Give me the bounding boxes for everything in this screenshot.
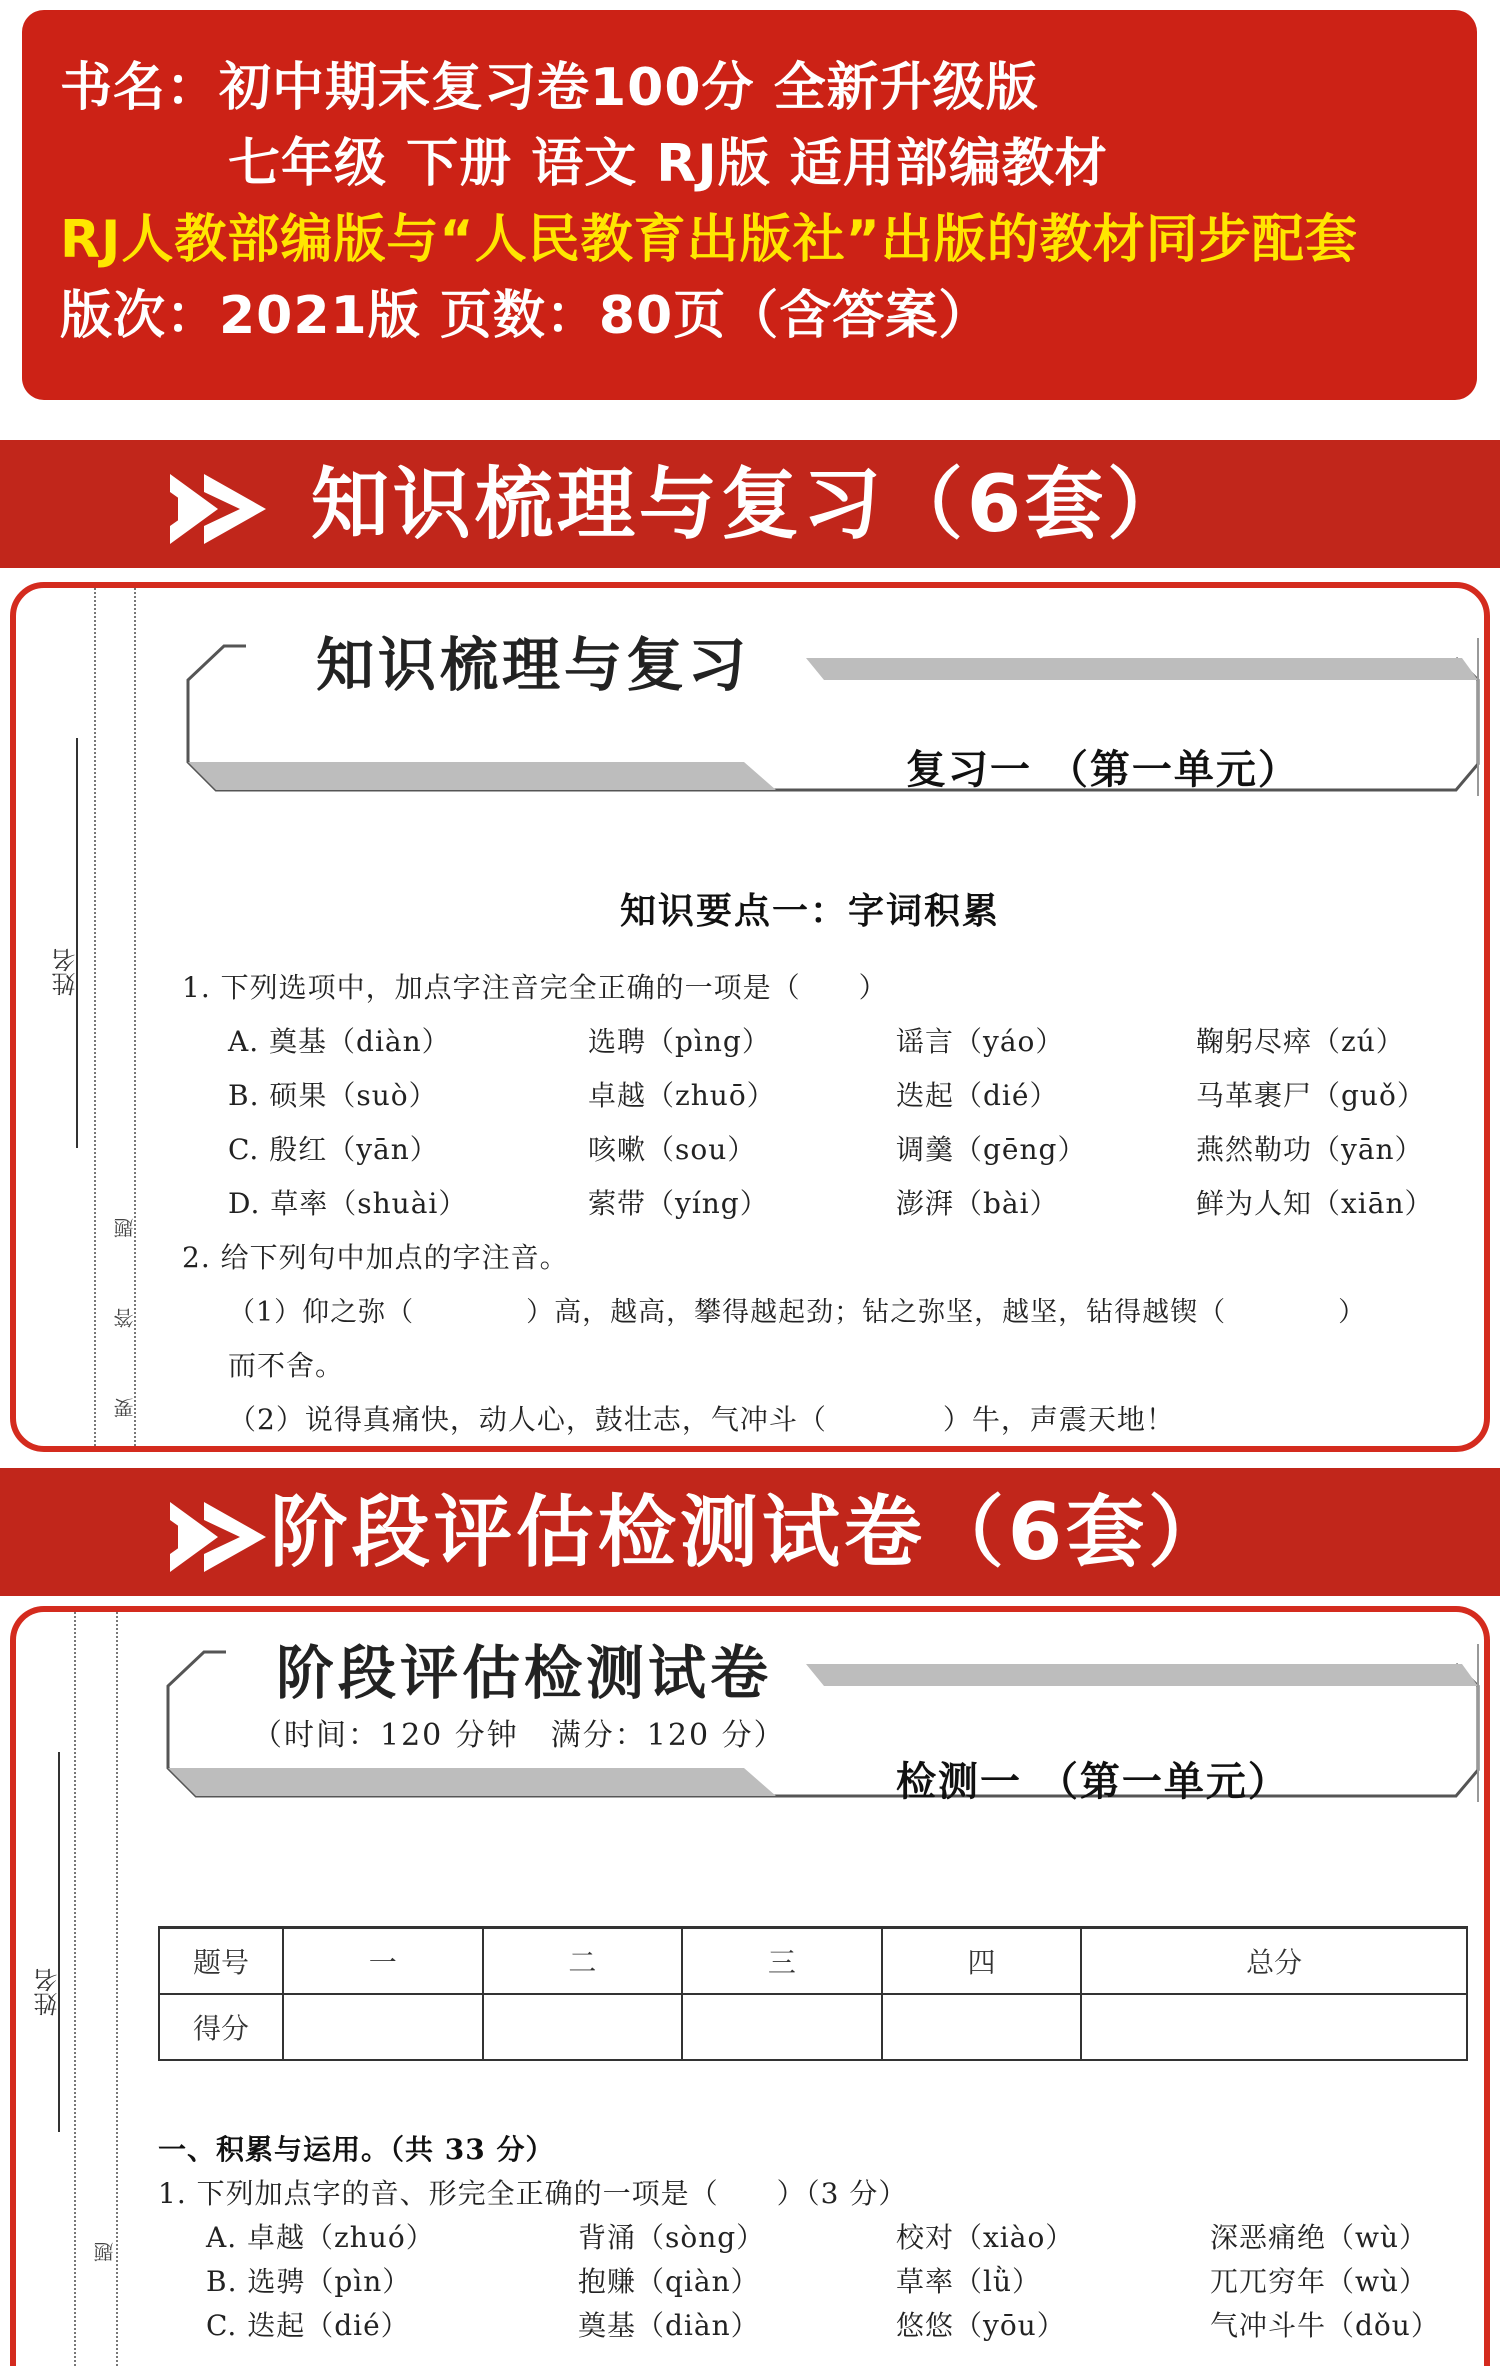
product-info-box	[22, 10, 1477, 400]
section-banner-assessment	[0, 1468, 1500, 1596]
option-d-1: D. 草率（shuài）	[228, 1187, 468, 1220]
option-b-2: 抱赚（qiàn）	[578, 2265, 760, 2298]
option-d-4: 鲜为人知（xiān）	[1196, 1187, 1434, 1220]
score-table-cell: 总分	[1081, 1928, 1467, 1994]
side-mark-yao: 要	[113, 1398, 137, 1418]
question-1: 1. 下列加点字的音、形完全正确的一项是（ ）（3 分）	[158, 2177, 908, 2210]
option-b-4: 马革裹尸（guǒ）	[1196, 1079, 1426, 1112]
page-header-subtitle: 检测一 （第一单元）	[896, 1758, 1290, 1805]
option-a-4: 深恶痛绝（wù）	[1210, 2221, 1429, 2254]
score-table-cell: 一	[283, 1928, 483, 1994]
section-banner-review	[0, 440, 1500, 568]
option-a-4: 鞠躬尽瘁（zú）	[1196, 1025, 1405, 1058]
option-a-1: A. 卓越（zhuó）	[206, 2221, 435, 2254]
score-table-empty-cell	[283, 1994, 483, 2060]
page-header-title: 知识梳理与复习	[316, 631, 751, 699]
score-table-empty-cell	[483, 1994, 683, 2060]
option-c-3: 调羹（gēng）	[896, 1133, 1087, 1166]
option-c-1: C. 殷红（yān）	[228, 1133, 439, 1166]
name-underline	[58, 1752, 60, 2132]
question-2-part-2: （2）说得真痛快，动人心，鼓壮志，气冲斗（ ）牛，声震天地！	[228, 1403, 1175, 1436]
page-header-note: （时间：120 分钟 满分：120 分）	[252, 1718, 786, 1753]
option-a-2: 背涌（sòng）	[578, 2221, 766, 2254]
option-b-1: B. 硕果（suò）	[228, 1079, 438, 1112]
banner-title: 阶段评估检测试卷（6套）	[269, 1488, 1231, 1578]
question-2-part-1: （1）仰之弥（ ）高，越高，攀得越起劲；钻之弥坚，越坚，钻得越锲（ ）	[228, 1297, 1367, 1328]
binding-dotted-line	[94, 588, 96, 1446]
option-d-2: 萦带（yíng）	[588, 1187, 769, 1220]
option-b-3: 迭起（dié）	[896, 1079, 1059, 1112]
side-name-label: 姓名	[34, 1968, 62, 2016]
score-table-cell: 四	[882, 1928, 1082, 1994]
option-d-3: 澎湃（bài）	[896, 1187, 1059, 1220]
score-table-empty-cell	[1081, 1994, 1467, 2060]
part-1-heading: 一、积累与运用。（共 33 分）	[158, 2133, 555, 2166]
option-c-1: C. 迭起（dié）	[206, 2309, 410, 2342]
score-table-header-row	[159, 1928, 1467, 1994]
option-b-2: 卓越（zhuō）	[588, 1079, 776, 1112]
side-name-label: 姓名	[52, 948, 80, 996]
option-b-3: 草率（lǜ）	[896, 2265, 1041, 2298]
option-c-2: 咳嗽（sou）	[588, 1133, 757, 1166]
score-table-empty-cell	[882, 1994, 1082, 2060]
option-c-3: 悠悠（yōu）	[896, 2309, 1066, 2342]
score-table-cell: 二	[483, 1928, 683, 1994]
name-underline	[76, 738, 78, 1148]
option-b-1: B. 选骋（pìn）	[206, 2265, 412, 2298]
score-table-cell: 三	[682, 1928, 882, 1994]
option-b-4: 兀兀穷年（wù）	[1210, 2265, 1429, 2298]
binding-dotted-line	[74, 1612, 76, 2366]
review-page-preview	[10, 582, 1490, 1452]
score-table	[158, 1926, 1468, 2061]
score-table-cell: 得分	[159, 1994, 283, 2060]
side-mark-ti: 题	[93, 2242, 117, 2262]
page-header-title: 阶段评估检测试卷	[276, 1639, 773, 1707]
question-2: 2. 给下列句中加点的字注音。	[182, 1241, 569, 1274]
info-publisher-note: RJ人教部编版与“人民教育出版社”出版的教材同步配套	[60, 210, 1358, 270]
option-c-4: 燕然勒功（yān）	[1196, 1133, 1424, 1166]
info-edition-pages: 版次：2021版 页数：80页（含答案）	[60, 286, 992, 346]
option-c-4: 气冲斗牛（dǒu）	[1210, 2309, 1440, 2342]
question-1: 1. 下列选项中，加点字注音完全正确的一项是（ ）	[182, 971, 888, 1004]
option-a-3: 谣言（yáo）	[896, 1025, 1065, 1058]
side-mark-ti: 题	[113, 1218, 137, 1238]
assessment-page-preview	[10, 1606, 1490, 2366]
score-table-score-row	[159, 1994, 1467, 2060]
page-header-subtitle: 复习一 （第一单元）	[906, 746, 1300, 793]
banner-title: 知识梳理与复习（6套）	[310, 460, 1190, 550]
question-2-part-1-cont: 而不舍。	[228, 1349, 345, 1382]
knowledge-point-title: 知识要点一：字词积累	[620, 890, 1001, 932]
score-table-cell: 题号	[159, 1928, 283, 1994]
info-book-title: 书名：初中期末复习卷100分 全新升级版	[60, 58, 1039, 118]
option-a-1: A. 奠基（diàn）	[228, 1025, 451, 1058]
option-c-2: 奠基（diàn）	[578, 2309, 760, 2342]
score-table-empty-cell	[682, 1994, 882, 2060]
option-a-2: 选聘（pìng）	[588, 1025, 771, 1058]
info-grade-subject: 七年级 下册 语文 RJ版 适用部编教材	[228, 134, 1108, 194]
side-mark-da: 答	[113, 1308, 137, 1328]
option-a-3: 校对（xiào）	[896, 2221, 1075, 2254]
